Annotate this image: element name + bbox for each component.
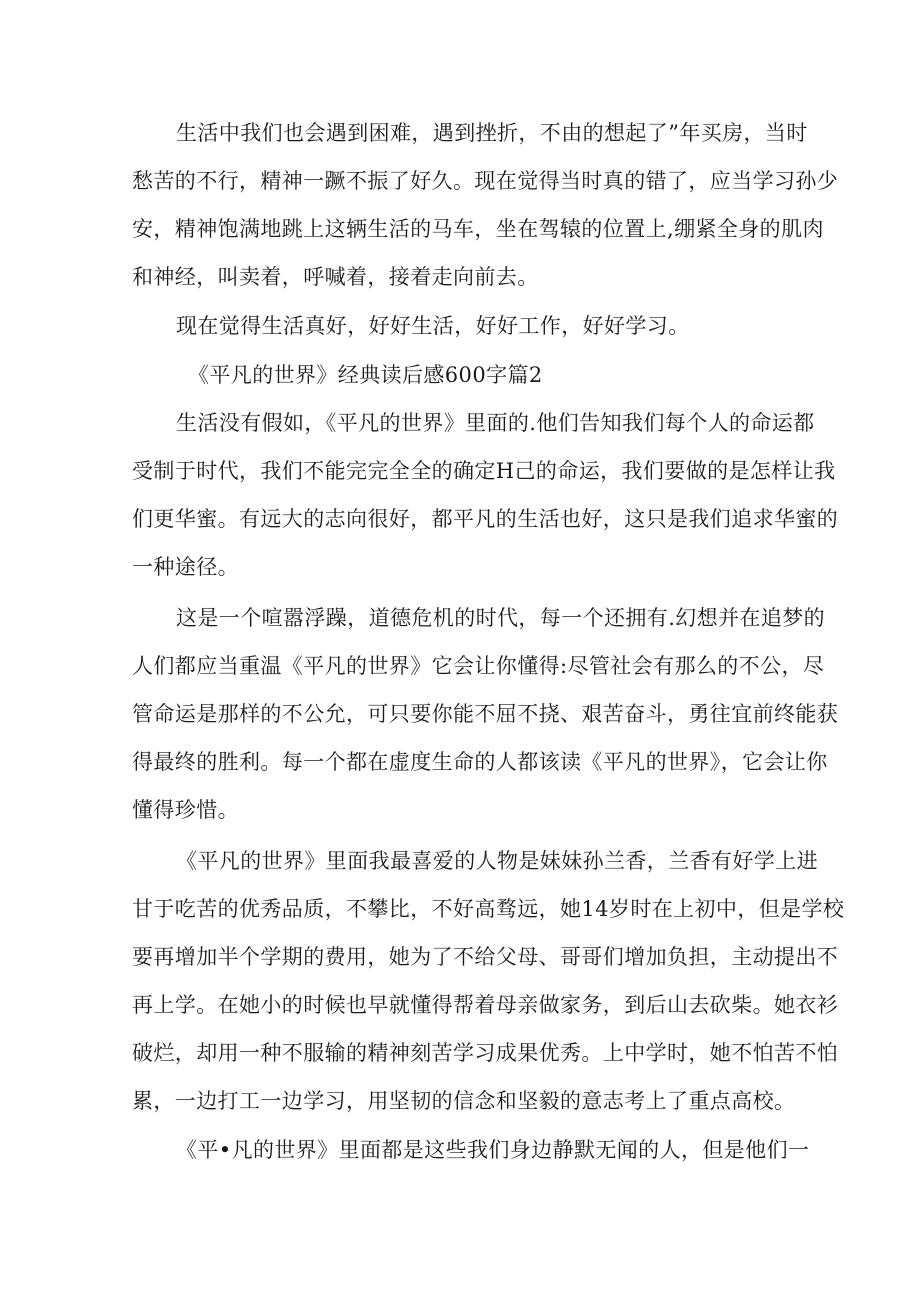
paragraph-line: 要再增加半个学期的费用，她为了不给父母、哥哥们增加负担，主动提出不 bbox=[132, 945, 839, 969]
paragraph-line: 再上学。在她小的时候也早就懂得帮着母亲做家务，到后山去砍柴。她衣衫 bbox=[132, 993, 839, 1017]
paragraph-line: 甘于吃苦的优秀品质，不攀比，不好高骛远，她14岁时在上初中，但是学校 bbox=[132, 897, 845, 921]
paragraph-line: 破烂，却用一种不服输的精神刻苦学习成果优秀。上中学时，她不怕苦不怕 bbox=[132, 1041, 839, 1065]
paragraph-line: 懂得珍惜。 bbox=[132, 798, 239, 822]
paragraph-line: 和神经，叫卖着，呼喊着，接着走向前去。 bbox=[132, 265, 539, 289]
section-heading: 《平凡的世界》经典读后感600字篇2 bbox=[188, 363, 543, 387]
paragraph-line: 愁苦的不行，精神一蹶不振了好久。现在觉得当时真的错了，应当学习孙少 bbox=[132, 169, 839, 193]
paragraph-line: 人们都应当重温《平凡的世界》它会让你懂得:尽管社会有那么的不公，尽 bbox=[132, 654, 825, 678]
paragraph-line: 《平•凡的世界》里面都是这些我们身边静默无闻的人，但是他们一 bbox=[176, 1138, 810, 1162]
paragraph-line: 累，一边打工一边学习，用坚韧的信念和坚毅的意志考上了重点高校。 bbox=[132, 1089, 796, 1113]
paragraph-line: 生活没有假如，《平凡的世界》里面的.他们告知我们每个人的命运都 bbox=[176, 411, 815, 435]
paragraph-line: 这是一个喧嚣浮躁，道德危机的时代，每一个还拥有.幻想并在追梦的 bbox=[176, 606, 826, 630]
paragraph-line: 现在觉得生活真好，好好生活，好好工作，好好学习。 bbox=[176, 314, 690, 338]
paragraph-line: 生活中我们也会遇到困难，遇到挫折，不由的想起了”年买房，当时 bbox=[176, 121, 808, 145]
paragraph-line: 受制于时代，我们不能完完全全的确定H己的命运，我们要做的是怎样让我 bbox=[132, 459, 836, 483]
paragraph-line: 《平凡的世界》里面我最喜爱的人物是妹妹孙兰香，兰香有好学上进 bbox=[176, 849, 818, 873]
paragraph-line: 安，精神饱满地跳上这辆生活的马车，坐在驾辕的位置上,绷紧全身的肌肉 bbox=[132, 217, 824, 241]
paragraph-line: 管命运是那样的不公允，可只要你能不屈不挠、艰苦奋斗，勇往宜前终能获 bbox=[132, 702, 839, 726]
paragraph-line: 们更华蜜。有远大的志向很好，都平凡的生活也好，这只是我们追求华蜜的 bbox=[132, 507, 839, 531]
paragraph-line: 一种途径。 bbox=[132, 555, 239, 579]
paragraph-line: 得最终的胜利。每一个都在虚度生命的人都该读《平凡的世界》，它会让你 bbox=[132, 750, 828, 774]
